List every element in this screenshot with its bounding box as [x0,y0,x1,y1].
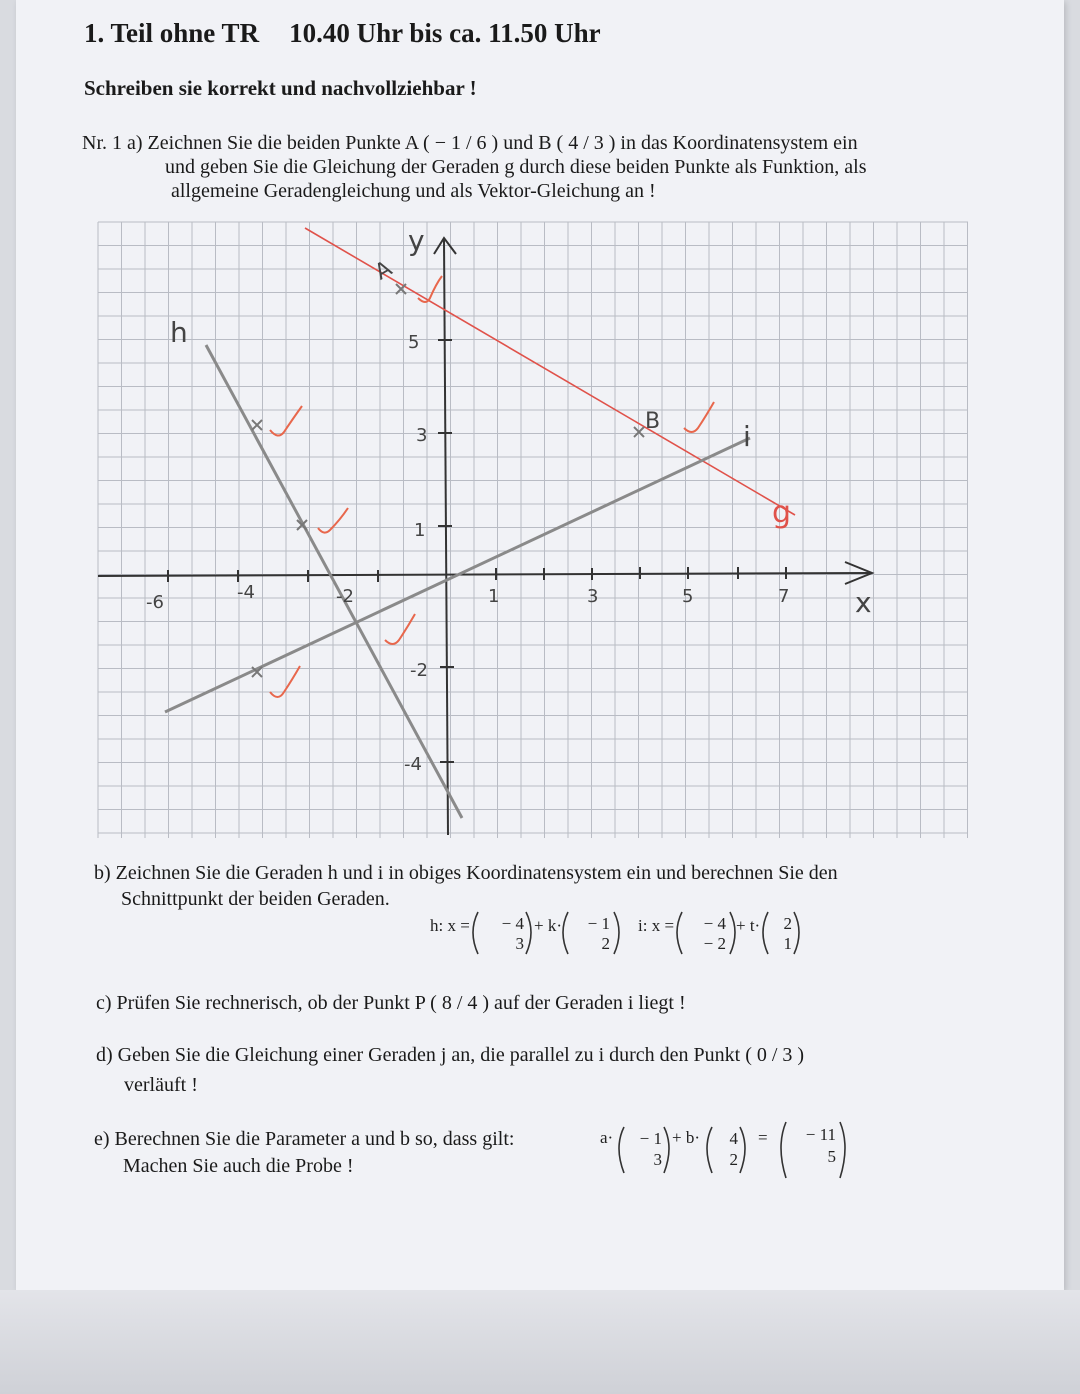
point-a-label: A [370,256,397,286]
e-vector-1 [626,1128,662,1170]
y-axis [444,240,448,835]
e-equals: = [758,1128,768,1147]
vector-entry: − 1 [639,1129,662,1148]
task-b-line1: b) Zeichnen Sie die Geraden h und i in obiges Koordinatensystem ein und berechnen Sie den [94,862,838,884]
h-direction-vector [570,914,610,954]
grid-lines [98,222,968,838]
i-support-vector [686,914,726,954]
y-tick-label: -4 [404,754,422,775]
vector-entry: − 1 [587,914,610,933]
point-b-label: B [645,409,661,434]
task-b-line2: Schnittpunkt der beiden Geraden. [121,888,390,910]
x-tick-label: -4 [237,582,255,603]
vector-entry: 3 [515,934,524,953]
y-axis-label: y [408,224,425,257]
x-tick-label: 3 [587,586,599,607]
y-tick-label: -2 [410,660,428,681]
task-e-line2: Machen Sie auch die Probe ! [123,1155,354,1177]
vector-entry: 1 [783,934,792,953]
tick-labels [146,332,792,775]
x-tick-label: 5 [682,586,694,607]
i-direction-vector [772,914,792,954]
vector-entry: 2 [729,1150,738,1169]
x-tick-label: -6 [146,592,164,613]
x-tick-label: -2 [336,586,354,607]
vector-entry: 5 [827,1147,836,1166]
task-a-line1: Nr. 1 a) Zeichnen Sie die beiden Punkte A ( − 1 / 6 ) und B ( 4 / 3 ) in das Koordinatensystem ein [82,132,858,154]
header-title: 1. Teil ohne TR [84,18,260,48]
task-a-line3: allgemeine Geradengleichung und als Vektor-Gleichung an ! [171,180,656,202]
instruction: Schreiben sie korrekt und nachvollziehbar ! [84,76,477,100]
h-label: h: x = [430,916,470,935]
y-tick-label: 1 [414,520,426,541]
task-d-line2: verläuft ! [124,1074,198,1096]
x-axis-label: x [855,586,872,619]
line-i-label: i [743,420,751,453]
line-h-label: h [170,316,188,349]
e-vector-3 [790,1124,836,1168]
i-label: i: x = [638,916,675,935]
h-support-vector [484,914,524,954]
vector-entry: 4 [729,1129,738,1148]
vector-entry: 3 [653,1150,662,1169]
task-e-line1: e) Berechnen Sie die Parameter a und b so, dass gilt: [94,1128,515,1150]
vector-entry: − 11 [805,1125,836,1144]
task-c-line1: c) Prüfen Sie rechnerisch, ob der Punkt P ( 8 / 4 ) auf der Geraden i liegt ! [96,992,686,1014]
e-a: a· [600,1128,614,1147]
i-plus: + t· [736,916,761,935]
vector-entry: − 4 [501,914,524,933]
y-tick-label: 5 [408,332,420,353]
header-time: 10.40 Uhr bis ca. 11.50 Uhr [289,18,601,48]
e-vector-2 [714,1128,738,1170]
equation-i [638,916,674,936]
vector-entry: 2 [601,934,610,953]
vector-entry: 2 [783,914,792,933]
x-tick-label: 7 [778,586,790,607]
e-plus: + b· [672,1128,700,1147]
equation-h [430,916,470,936]
line-g-label: g [772,495,792,530]
task-a-line2: und geben Sie die Gleichung der Geraden g durch diese beiden Punkte als Funktion, als [165,156,867,178]
task-d-line1: d) Geben Sie die Gleichung einer Geraden j an, die parallel zu i durch den Punkt ( 0 / 3 ) [96,1044,805,1066]
x-tick-label: 1 [488,586,500,607]
vector-entry: − 2 [703,934,726,953]
h-plus: + k· [534,916,562,935]
vector-entry: − 4 [703,914,726,933]
y-tick-label: 3 [416,425,428,446]
